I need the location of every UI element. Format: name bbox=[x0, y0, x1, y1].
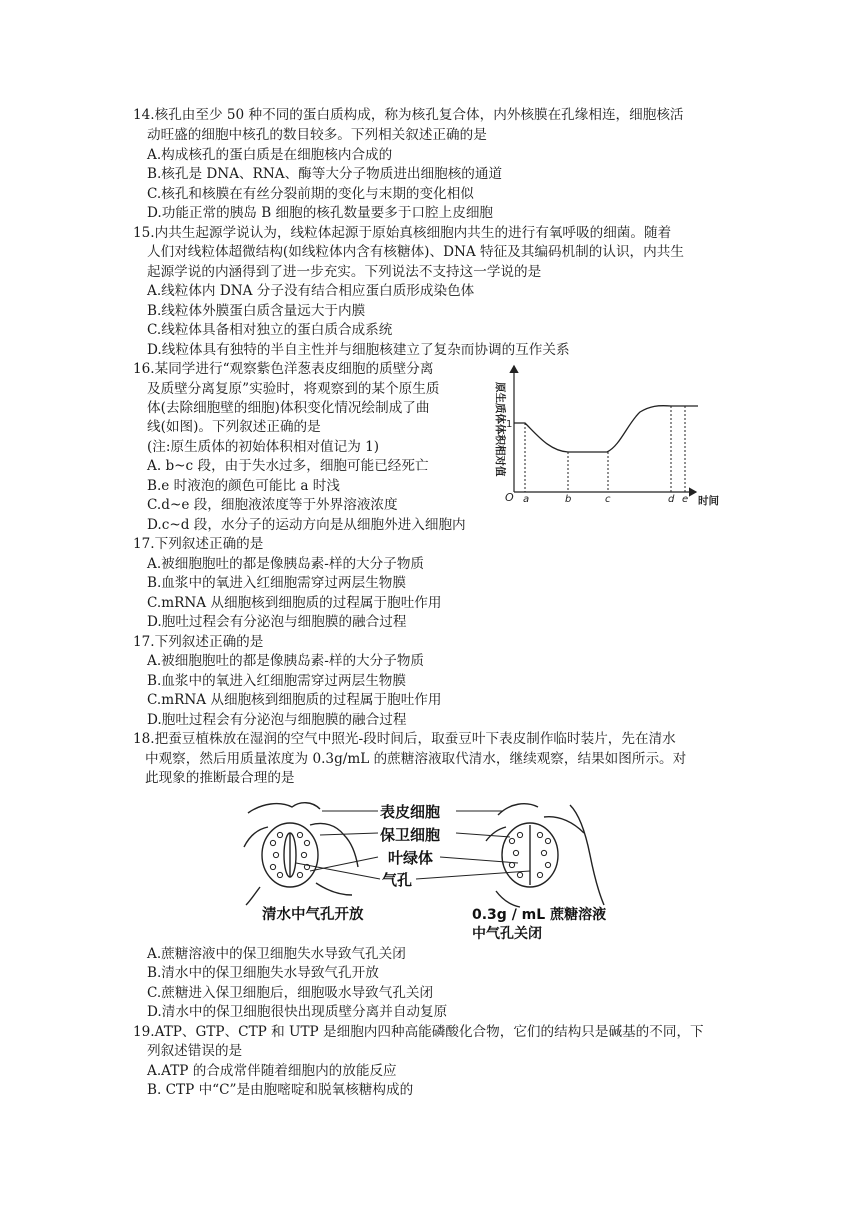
q14-option-c: C.核孔和核膜在有丝分裂前期的变化与末期的变化相似 bbox=[147, 186, 474, 202]
q18-stem-line1: 18.把蚕豆植株放在湿润的空气中照光-段时间后，取蚕豆叶下表皮制作临时装片，先在清水 bbox=[133, 731, 676, 747]
x-tick-d: d bbox=[668, 494, 675, 505]
caption-closed-line2: 中气孔关闭 bbox=[472, 926, 542, 942]
q19-option-a: A.ATP 的合成常伴随着细胞内的放能反应 bbox=[147, 1063, 397, 1079]
q18-option-b: B.清水中的保卫细胞失水导致气孔开放 bbox=[147, 965, 379, 981]
q17a-option-c: C.mRNA 从细胞核到细胞质的过程属于胞吐作用 bbox=[147, 595, 442, 611]
x-tick-c: c bbox=[605, 494, 611, 505]
q17a-option-d: D.胞吐过程会有分泌泡与细胞膜的融合过程 bbox=[147, 614, 407, 630]
q18-stomata-figure bbox=[240, 795, 610, 945]
q18-option-c: C.蔗糖进入保卫细胞后，细胞吸水导致气孔关闭 bbox=[147, 985, 434, 1001]
q16-option-a: A. b~c 段，由于失水过多，细胞可能已经死亡 bbox=[147, 458, 429, 474]
x-axis-label: 时间 bbox=[698, 495, 719, 507]
open-stoma-drawing bbox=[244, 803, 358, 905]
y-tick-1: 1 bbox=[506, 419, 513, 430]
q18-stem-line3: 此现象的推断最合理的是 bbox=[145, 770, 295, 786]
q15-option-b: B.线粒体外膜蛋白质含量远大于内膜 bbox=[147, 303, 366, 319]
x-tick-b: b bbox=[565, 494, 572, 505]
q19-option-b: B. CTP 中“C”是由胞嘧啶和脱氧核糖构成的 bbox=[147, 1082, 414, 1098]
q15-option-d: D.线粒体具有独特的半自主性并与细胞核建立了复杂而协调的互作关系 bbox=[147, 342, 570, 358]
label-stoma: 气孔 bbox=[382, 871, 413, 889]
q19-stem-line1: 19.ATP、GTP、CTP 和 UTP 是细胞内四种高能磷酸化合物，它们的结构只是碱基的不同，下 bbox=[133, 1024, 704, 1040]
y-axis-label: 原生质体体积相对值 bbox=[494, 382, 506, 477]
q17a-option-b: B.血浆中的氧进入红细胞需穿过两层生物膜 bbox=[147, 575, 406, 591]
q18-option-d: D.清水中的保卫细胞很快出现质壁分离并自动复原 bbox=[147, 1004, 448, 1020]
q15-stem-line3: 起源学说的内涵得到了进一步充实。下列说法不支持这一学说的是 bbox=[147, 264, 542, 280]
volume-curve bbox=[514, 406, 698, 452]
q15-stem-line1: 15.内共生起源学说认为，线粒体起源于原始真核细胞内共生的进行有氧呼吸的细菌。随着 bbox=[133, 225, 672, 241]
q19-stem-line2: 列叙述错误的是 bbox=[147, 1043, 243, 1059]
q18-option-a: A.蔗糖溶液中的保卫细胞失水导致气孔关闭 bbox=[147, 946, 406, 962]
q15-option-c: C.线粒体具备相对独立的蛋白质合成系统 bbox=[147, 322, 393, 338]
q17b-option-a: A.被细胞胞吐的都是像胰岛素-样的大分子物质 bbox=[147, 653, 425, 669]
x-tick-a: a bbox=[523, 494, 530, 505]
q16-option-d: D.c~d 段，水分子的运动方向是从细胞外进入细胞内 bbox=[147, 517, 466, 533]
q17a-stem: 17.下列叙述正确的是 bbox=[133, 536, 264, 552]
q16-volume-graph bbox=[488, 360, 733, 512]
label-epidermal-cell: 表皮细胞 bbox=[380, 803, 441, 821]
label-chloroplast: 叶绿体 bbox=[388, 849, 434, 867]
label-guard-cell: 保卫细胞 bbox=[380, 826, 441, 844]
caption-open: 清水中气孔开放 bbox=[262, 907, 364, 923]
q14-option-d: D.功能正常的胰岛 B 细胞的核孔数量要多于口腔上皮细胞 bbox=[147, 205, 494, 221]
q17b-option-d: D.胞吐过程会有分泌泡与细胞膜的融合过程 bbox=[147, 712, 407, 728]
q16-stem-line3: 体(去除细胞壁的细胞)体积变化情况绘制成了曲 bbox=[147, 400, 430, 416]
caption-closed-line1: 0.3g / mL 蔗糖溶液 bbox=[472, 907, 607, 923]
x-tick-e: e bbox=[682, 494, 689, 505]
q14-option-b: B.核孔是 DNA、RNA、酶等大分子物质进出细胞核的通道 bbox=[147, 166, 503, 182]
q17b-option-c: C.mRNA 从细胞核到细胞质的过程属于胞吐作用 bbox=[147, 692, 442, 708]
q16-stem-line2: 及质壁分离复原”实验时，将观察到的某个原生质 bbox=[147, 381, 440, 397]
q14-stem-line1: 14.核孔由至少 50 种不同的蛋白质构成，称为核孔复合体，内外核膜在孔缘相连，细胞核活 bbox=[133, 107, 684, 123]
q16-note: (注:原生质体的初始体积相对值记为 1) bbox=[147, 439, 380, 455]
label-leader-lines bbox=[296, 811, 530, 879]
q16-stem-line1: 16.某同学进行“观察紫色洋葱表皮细胞的质壁分离 bbox=[133, 361, 434, 377]
q14-stem-line2: 动旺盛的细胞中核孔的数目较多。下列相关叙述正确的是 bbox=[147, 127, 487, 143]
q15-stem-line2: 人们对线粒体超微结构(如线粒体内含有核糖体)、DNA 特征及其编码机制的认识，内共生 bbox=[147, 244, 684, 260]
q16-option-b: B.e 时液泡的颜色可能比 a 时浅 bbox=[147, 478, 340, 494]
q17b-stem: 17.下列叙述正确的是 bbox=[133, 634, 264, 650]
origin-label: O bbox=[505, 491, 514, 504]
q15-option-a: A.线粒体内 DNA 分子没有结合相应蛋白质形成染色体 bbox=[147, 283, 475, 299]
q17a-option-a: A.被细胞胞吐的都是像胰岛素-样的大分子物质 bbox=[147, 556, 425, 572]
q16-option-c: C.d~e 段，细胞液浓度等于外界溶液浓度 bbox=[147, 497, 398, 513]
q18-stem-line2: 中观察，然后用质量浓度为 0.3g/mL 的蔗糖溶液取代清水，继续观察，结果如图所示。对 bbox=[145, 751, 687, 767]
q16-stem-line4: 线(如图)。下列叙述正确的是 bbox=[147, 419, 321, 435]
q17b-option-b: B.血浆中的氧进入红细胞需穿过两层生物膜 bbox=[147, 673, 406, 689]
q14-option-a: A.构成核孔的蛋白质是在细胞核内合成的 bbox=[147, 147, 393, 163]
